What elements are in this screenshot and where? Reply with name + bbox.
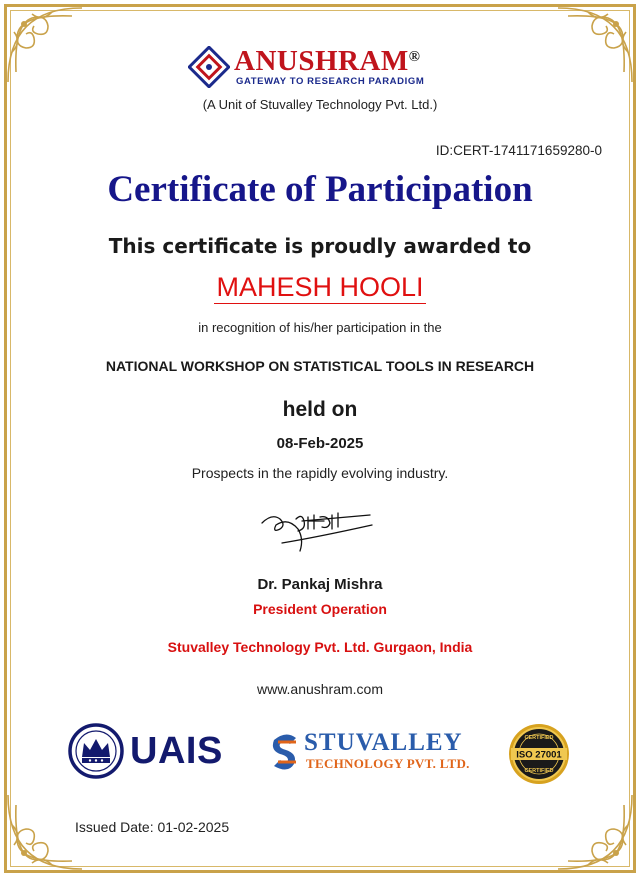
website-link[interactable]: www.anushram.com	[256, 681, 384, 697]
uais-wordmark: UAIS	[130, 730, 223, 772]
uais-logo	[68, 723, 238, 779]
iso-certified-seal-icon	[507, 722, 571, 786]
recognition-line: in recognition of his/her participation in the	[198, 320, 442, 335]
held-on-label: held on	[282, 398, 358, 421]
event-name: NATIONAL WORKSHOP ON STATISTICAL TOOLS IN RESEARCH	[105, 358, 535, 374]
certificate-id: ID:CERT-1741171659280-0	[435, 143, 602, 158]
unit-line: (A Unit of Stuvalley Technology Pvt. Ltd.)	[202, 97, 438, 112]
anushram-mark-icon	[188, 46, 230, 88]
anushram-logo	[188, 44, 458, 88]
recipient-name: MAHESH HOOLI	[216, 272, 424, 302]
certificate-title: Certificate of Participation	[107, 169, 533, 210]
signature-icon	[258, 503, 382, 563]
stuvalley-logo	[268, 728, 478, 776]
corner-ornament-top-right	[552, 2, 638, 88]
issued-date: Issued Date: 01-02-2025	[75, 819, 230, 835]
brand-name: ANUSHRAM®	[234, 45, 421, 77]
corner-ornament-top-left	[2, 2, 88, 88]
stuvalley-mark-icon	[268, 730, 302, 774]
brand-tagline: GATEWAY TO RESEARCH PARADIGM	[236, 76, 425, 87]
company-line: Stuvalley Technology Pvt. Ltd. Gurgaon, India	[167, 639, 473, 655]
stuvalley-subtitle: TECHNOLOGY PVT. LTD.	[306, 756, 470, 771]
iso-bottom-label: CERTIFIED	[524, 768, 554, 774]
iso-top-label: CERTIFIED	[524, 735, 554, 741]
event-tagline: Prospects in the rapidly evolving industry.	[191, 465, 449, 481]
signatory-role: President Operation	[253, 601, 387, 617]
signatory-name: Dr. Pankaj Mishra	[257, 576, 383, 593]
awarded-line: This certificate is proudly awarded to	[108, 234, 532, 258]
iso-main-label: ISO 27001	[516, 749, 562, 761]
corner-ornament-bottom-right	[552, 789, 638, 875]
stuvalley-wordmark: STUVALLEY	[304, 729, 463, 756]
crown-emblem-icon	[68, 723, 124, 779]
event-date: 08-Feb-2025	[276, 435, 364, 452]
